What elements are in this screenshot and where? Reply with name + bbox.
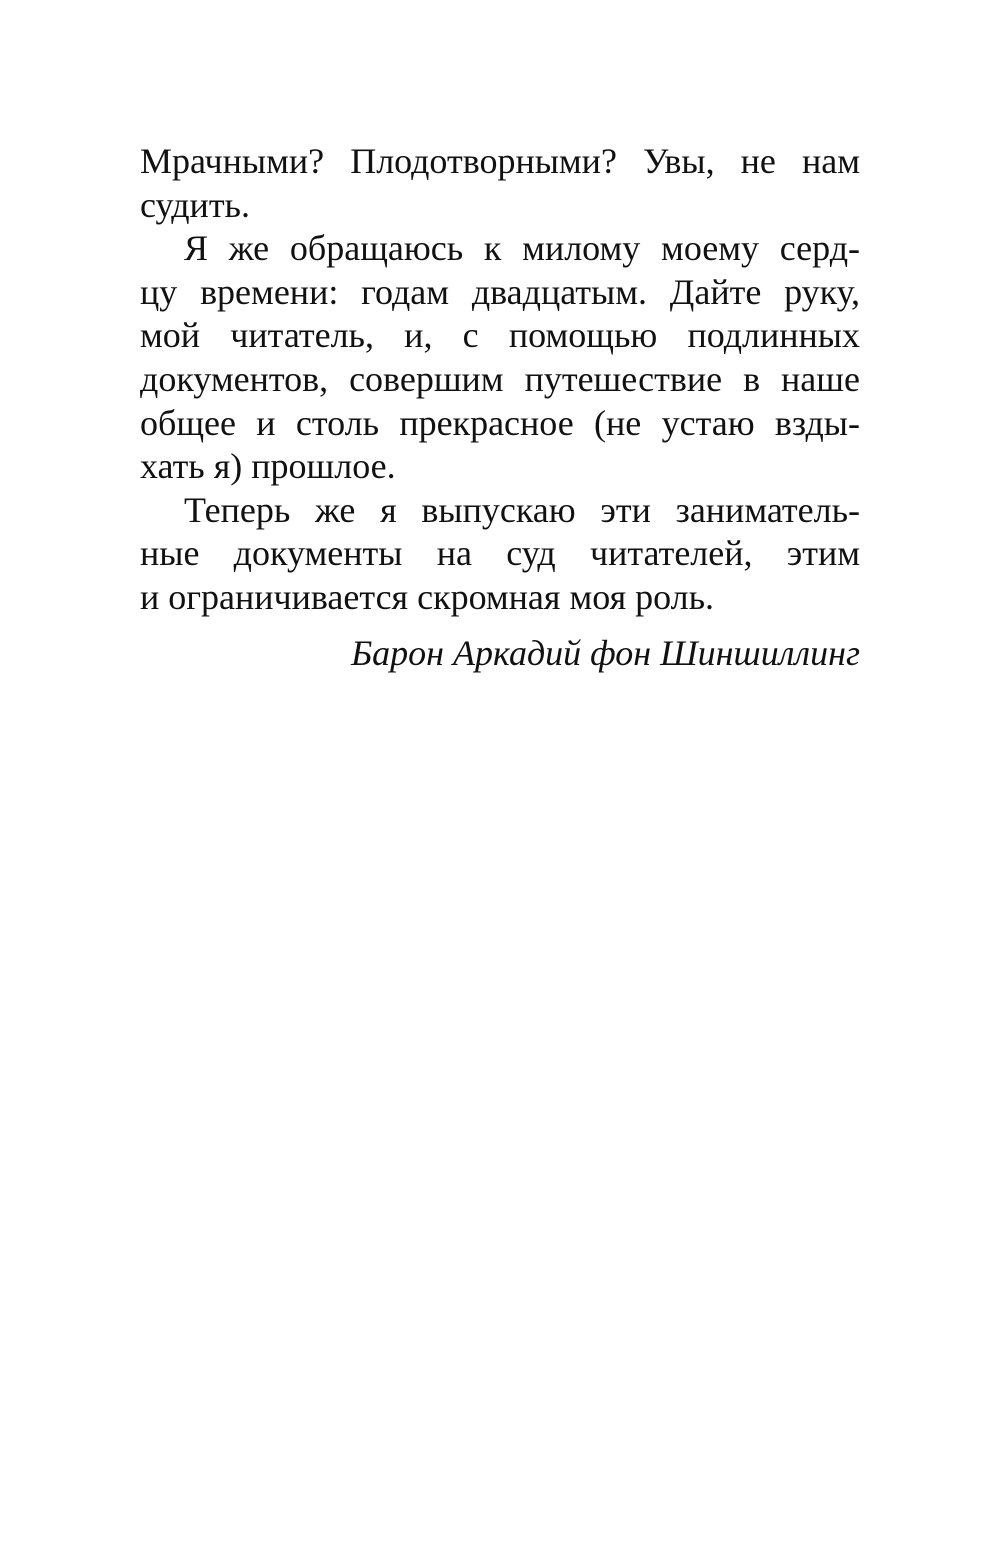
paragraph-3-line-2: ные документы на суд читателей, этим <box>140 533 860 574</box>
paragraph-2-line-2: цу времени: годам двадцатым. Дайте руку, <box>140 271 860 312</box>
paragraph-3-line-1: Теперь же я выпускаю эти заниматель- <box>184 489 860 530</box>
paragraph-2-line-4: документов, совершим путешествие в наше <box>140 358 860 399</box>
paragraph-2-line-6: хать я) прошлое. <box>140 446 396 487</box>
paragraph-2-line-1: Я же обращаюсь к милому моему серд- <box>184 228 860 269</box>
paragraph-1-line-2: судить. <box>140 184 250 225</box>
author-signature: Барон Аркадий фон Шиншиллинг <box>350 633 860 673</box>
paragraph-2-line-3: мой читатель, и, с помощью подлинных <box>140 315 860 356</box>
body-text <box>140 140 860 620</box>
paragraph-3-line-3: и ограничивается скромная моя роль. <box>140 576 715 617</box>
paragraph-1-line-1: Мрачными? Плодотворными? Увы, не нам <box>140 141 860 181</box>
paragraph-2-line-5: общее и столь прекрасное (не устаю взды- <box>140 402 860 443</box>
